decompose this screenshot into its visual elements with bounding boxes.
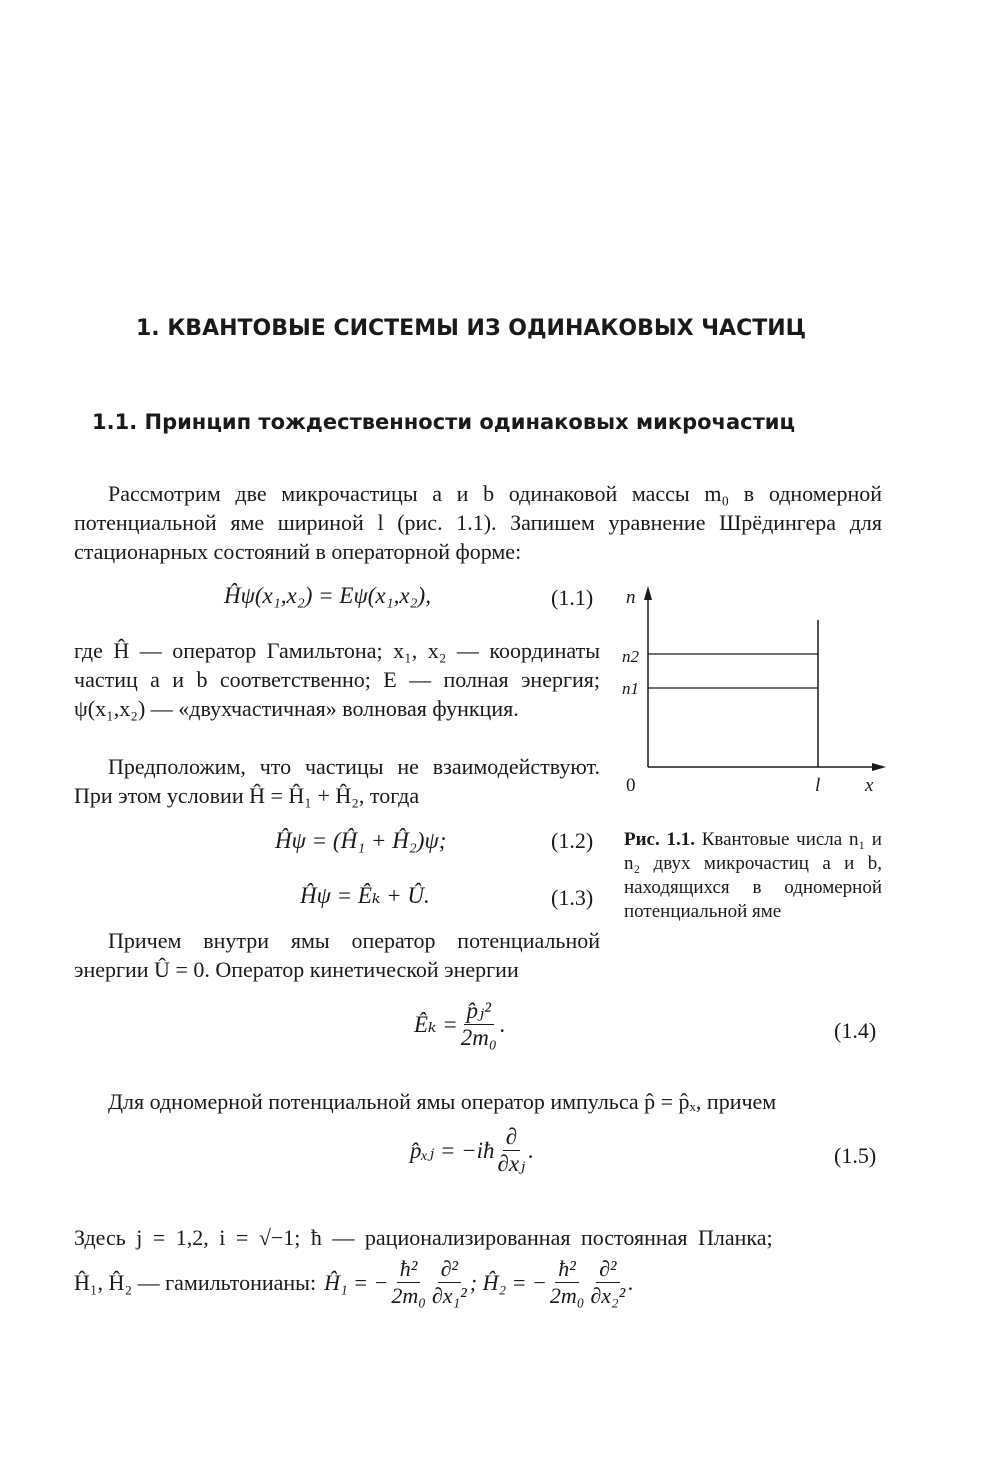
h1-d-num: ∂² [438, 1256, 461, 1283]
figure-1-1 [610, 582, 900, 807]
equation-1-4-numerator: p̂ⱼ² [464, 998, 494, 1025]
y-axis-label: n [626, 587, 636, 608]
equation-number-1-4: (1.4) [834, 1018, 877, 1043]
equation-1-4 [414, 998, 506, 1051]
hamiltonians-end: . [628, 1269, 634, 1295]
equation-number-1-3: (1.3) [551, 885, 594, 910]
figure-caption-text: Квантовые числа n₁ и n₂ двух микрочастиц a и b, находящихся в одномерной потенциальной яме [624, 829, 882, 922]
h1-hbar-fraction [388, 1256, 429, 1309]
h2-d-den: ∂x₂² [590, 1283, 626, 1308]
h1-derivative-fraction [429, 1256, 470, 1309]
equation-1-5-denominator: ∂xⱼ [497, 1151, 526, 1176]
equation-number-1-5: (1.5) [834, 1143, 877, 1168]
h1-lhs: Ĥ₁ = − [324, 1269, 389, 1295]
h2-hbar-fraction [547, 1256, 588, 1309]
y-axis-arrow-icon [644, 586, 652, 600]
equation-1-4-tail: . [499, 1011, 506, 1037]
equation-1-5 [410, 1124, 534, 1177]
x-axis-label: x [865, 775, 874, 796]
equation-1-5-fraction [495, 1124, 529, 1177]
h2-lhs: ; Ĥ₂ = − [469, 1269, 547, 1295]
level-label-n1: n1 [622, 679, 639, 698]
equation-1-5-tail: . [528, 1137, 534, 1163]
h2-hbar-num: ħ² [555, 1256, 579, 1283]
x-axis-arrow-icon [872, 763, 886, 771]
equation-1-2: Ĥψ = (Ĥ₁ + Ĥ₂)ψ; [275, 828, 447, 853]
origin-label: 0 [626, 775, 636, 796]
equation-1-4-fraction [458, 998, 500, 1051]
figure-caption [624, 828, 882, 924]
equation-number-1-1: (1.1) [551, 585, 594, 610]
level-label-n2: n2 [622, 647, 639, 666]
paragraph-assume: Предположим, что частицы не взаимодействуют. При этом условии Ĥ = Ĥ₁ + Ĥ₂, тогда [74, 754, 600, 808]
paragraph-here: Здесь j = 1,2, i = √−1; ħ — рационализированная постоянная Планка; [74, 1225, 773, 1250]
paragraph-inside: Причем внутри ямы оператор потенциальной энергии Û = 0. Оператор кинетической энергии [74, 928, 600, 982]
h1-hbar-den: 2m₀ [391, 1283, 426, 1308]
h2-derivative-fraction [587, 1256, 628, 1309]
equation-1-4-lhs: Êₖ = [414, 1011, 458, 1037]
h2-d-num: ∂² [596, 1256, 619, 1283]
section-title: 1.1. Принцип тождественности одинаковых микрочастиц [92, 410, 796, 434]
wall-label: l [815, 775, 821, 796]
equation-1-5-lhs: p̂ₓⱼ = −iħ [410, 1137, 495, 1163]
hamiltonians-label: Ĥ₁, Ĥ₂ — гамильтонианы: [74, 1269, 317, 1295]
equation-number-1-2: (1.2) [551, 828, 594, 853]
equation-1-1: Ĥψ(x₁,x₂) = Eψ(x₁,x₂), [224, 583, 431, 608]
hamiltonians-line [74, 1256, 634, 1309]
h1-d-den: ∂x₁² [431, 1283, 467, 1308]
equation-1-3: Ĥψ = Êₖ + Û. [300, 883, 430, 908]
equation-1-5-numerator: ∂ [503, 1124, 520, 1151]
equation-1-4-denominator: 2m₀ [460, 1025, 497, 1050]
paragraph-where: где Ĥ — оператор Гамильтона; x₁, x₂ — координаты частиц a и b соответственно; E — полная энергия; ψ(x₁,x₂) — «двухчастичная» волновая функция. [74, 638, 600, 721]
paragraph-intro: Рассмотрим две микрочастицы a и b одинаковой массы m₀ в одномерной потенциальной яме шириной l (рис. 1.1). Запишем уравнение Шрёдингера для стационарных состояний в операторной форме: [74, 481, 882, 564]
chapter-title: 1. КВАНТОВЫЕ СИСТЕМЫ ИЗ ОДИНАКОВЫХ ЧАСТИЦ [136, 316, 807, 341]
figure-caption-label: Рис. 1.1. [624, 829, 695, 850]
h1-hbar-num: ħ² [397, 1256, 421, 1283]
paragraph-momentum: Для одномерной потенциальной ямы оператор импульса p̂ = p̂ₓ, причем [108, 1089, 777, 1114]
h2-hbar-den: 2m₀ [549, 1283, 585, 1308]
